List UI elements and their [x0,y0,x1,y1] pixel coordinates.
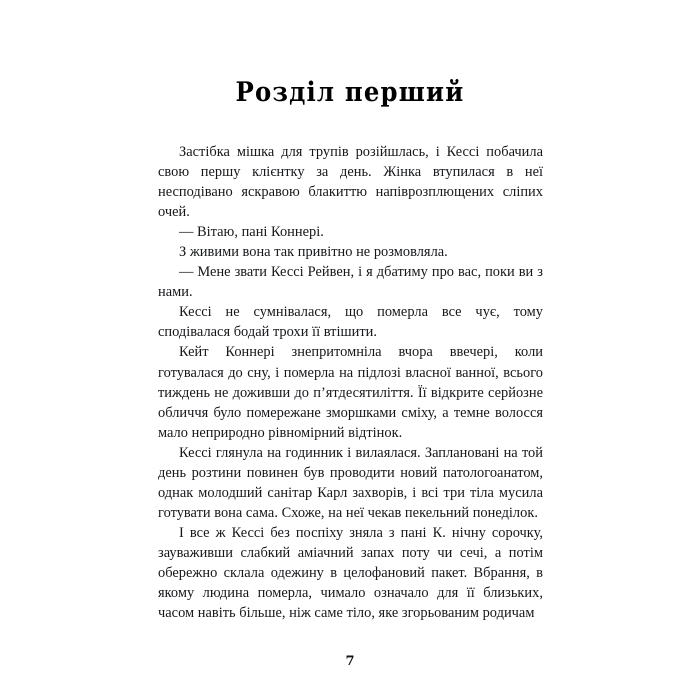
page-number: 7 [345,654,355,669]
folio [0,652,700,670]
body-text-block [158,142,543,623]
paragraph: Кессі глянула на годинник і вилаялася. Заплановані на той день розтини повинен був проводити новий патологоанатом, однак молодший санітар Карл захворів, і всі три тіла мусила готувати вона сама. Схоже, на неї чекав пекельний понеділок. [158,444,543,521]
paragraph: Застібка мішка для трупів розійшлась, і Кессі побачила свою першу клієнтку за день. Жінка втупилася в неї несподівано яскравою блакиттю напіврозплющених сліпих очей. [158,144,543,221]
chapter-title: Розділ перший [235,77,465,108]
paragraph: І все ж Кессі без поспіху зняла з пані К. нічну сорочку, зауваживши слабкий аміачний запах поту чи сечі, а потім обережно склала одежину в целофановий пакет. Вбрання, в якому людина померла, чимало означало для її близьких, часом навіть більше, ніж саме тіло, яке згорьованим родичам [158,524,543,622]
paragraph: Кессі не сумнівалася, що померла все чує, тому сподівалася бодай трохи її втішити. [158,304,543,341]
paragraph: Кейт Коннері знепритомніла вчора ввечері, коли готувалася до сну, і померла на підлозі власної ванної, всього тиждень не доживши до п’ятдесятиліття. Її відкрите серйозне обличчя було помережане зморшками сміху, а темне волосся мало неприродно рівномірний відтінок. [158,344,543,441]
chapter-heading [0,76,700,110]
paragraph-dialogue: — Вітаю, пані Коннері. [179,224,324,241]
paragraph: З живими вона так привітно не розмовляла. [179,244,448,261]
paragraph-dialogue: — Мене звати Кессі Рейвен, і я дбатиму про вас, поки ви з нами. [158,264,543,301]
